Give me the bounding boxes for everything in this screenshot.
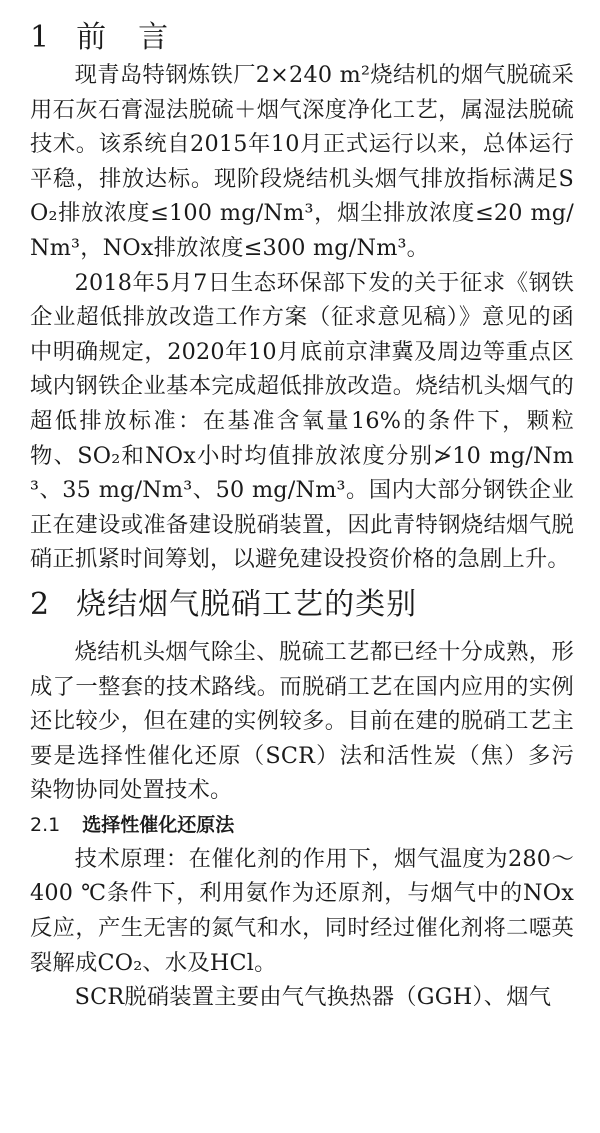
section-2-title: 烧结烟气脱硝工艺的类别 <box>76 586 418 622</box>
section-2-1-title: 选择性催化还原法 <box>82 813 235 836</box>
section-1-heading <box>30 0 574 58</box>
section-2-1-number: 2.1 <box>30 813 61 836</box>
section-2-paragraph-1: 烧结机头烟气除尘、脱硫工艺都已经十分成熟，形成了一整套的技术路线。而脱硝工艺在国内应用的实例还比较少，但在建的实例较多。目前在建的脱硝工艺主要是选择性催化还原（SCR）法和活性炭（焦）多污染物协同处置技术。 <box>30 638 574 804</box>
section-1-title: 前 言 <box>76 20 170 55</box>
section-1-paragraph-1: 现青岛特钢炼铁厂2×240 m²烧结机的烟气脱硫采用石灰石膏湿法脱硫＋烟气深度净化工艺，属湿法脱硫技术。该系统自2015年10月正式运行以来，总体运行平稳，排放达标。现阶段烧结机头烟气排放指标满足SO₂排放浓度≤100 mg/Nm³，烟尘排放浓度≤20 mg/Nm³，NOx排放浓度≤300 mg/Nm³。 <box>30 62 574 261</box>
section-2-heading <box>30 585 574 625</box>
section-1-number: 1 <box>30 20 51 55</box>
section-1-paragraph-2: 2018年5月7日生态环保部下发的关于征求《钢铁企业超低排放改造工作方案（征求意见稿）》意见的函中明确规定，2020年10月底前京津冀及周边等重点区域内钢铁企业基本完成超低排放改造。烧结机头烟气的超低排放标准：在基准含氧量16%的条件下，颗粒物、SO₂和NOx小时均值排放浓度分别≯10 mg/Nm³、35 mg/Nm³、50 mg/Nm³。国内大部分钢铁企业正在建设或准备建设脱硝装置，因此青特钢烧结烟气脱硝正抓紧时间筹划，以避免建设投资价格的急剧上升。 <box>30 269 574 573</box>
section-2-number: 2 <box>30 586 51 622</box>
section-2-1-paragraph-2: SCR脱硝装置主要由气气换热器（GGH）、烟气 <box>74 984 552 1011</box>
section-2-1-paragraph-1: 技术原理：在催化剂的作用下，烟气温度为280～400 ℃条件下，利用氨作为还原剂，与烟气中的NOx反应，产生无害的氮气和水，同时经过催化剂将二噁英裂解成CO₂、水及HCl。 <box>30 845 574 976</box>
section-2-1-heading <box>30 810 574 840</box>
